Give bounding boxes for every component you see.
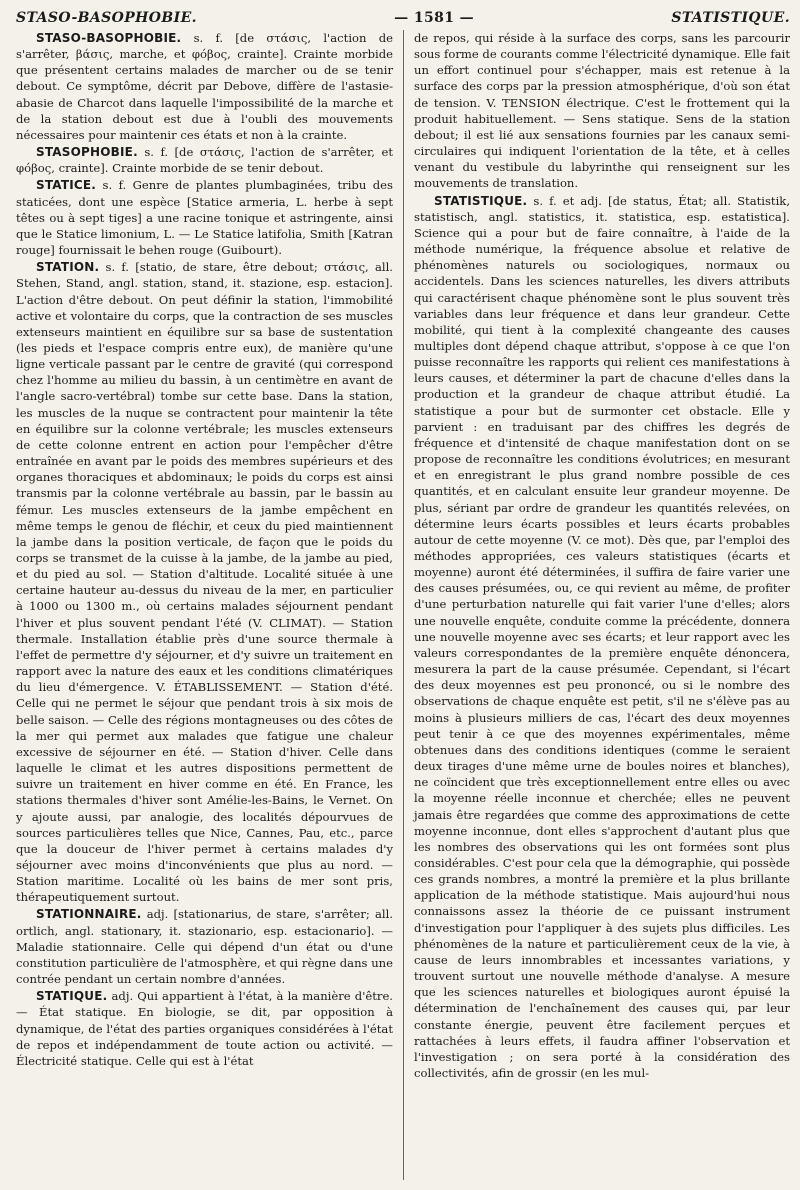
entry-headword: STATISTIQUE. <box>434 193 528 208</box>
dictionary-entry <box>414 193 790 1082</box>
dictionary-entry <box>16 259 393 905</box>
entry-definition: s. f. [de στάσις, l'action de s'arrêter, et φόβος, crainte]. Crainte morbide de se tenir debout. <box>16 145 393 176</box>
dictionary-entry <box>16 906 393 987</box>
dictionary-entry <box>16 30 393 143</box>
entry-definition: de repos, qui réside à la surface des corps, sans les parcourir sous forme de courants comme l'électricité dynamique. Elle fait un effort continuel pour s'échapper, mais est retenue à la surface des corps par la pression atmosphérique, d'où son état de tension. V. TENSION électrique. C'est le frottement qui la produit habituellement. — Sens statique. Sens de la station debout; il est lié aux sensations fournies par les canaux semi-circulaires qui indiquent l'orientation de la tête, et à celles venant du vestibule du labyrinthe qui renseignent sur les mouvements de translation. <box>414 31 790 191</box>
page-number: — 1581 — <box>394 10 475 26</box>
entry-headword: STATIONNAIRE. <box>36 907 142 922</box>
entry-headword: STATIQUE. <box>36 989 108 1004</box>
entry-headword: STASOPHOBIE. <box>36 145 138 160</box>
entry-definition: adj. [stationarius, de stare, s'arrêter; all. ortlich, angl. stationary, it. stazionario, esp. estacionario]. — Maladie stationnaire. Celle qui dépend d'un état ou d'une constitution particulière de l'atmosphère, et qui règne dans une contrée pendant un certain nombre d'années. <box>16 907 393 987</box>
header-right-guideword: STATISTIQUE. <box>671 10 790 26</box>
entry-definition: adj. Qui appartient à l'état, à la manière d'être. — État statique. En biologie, se dit, par opposition à dynamique, de l'état des parties organiques considérées à l'état de repos et indépendamment de toute action ou activité. — Électricité statique. Celle qui est à l'état <box>16 989 393 1068</box>
entry-headword: STATION. <box>36 260 100 275</box>
entry-definition: s. f. [statio, de stare, être debout; στάσις, all. Stehen, Stand, angl. station, stand, it. stazione, esp. estacion]. L'action d'être debout. On peut définir la station, l'immobilité active et volontaire du corps, que la contraction de ses muscles extenseurs maintient en équilibre sur sa base de sustentation (les pieds et l'espace compris entre eux), de manière qu'une ligne verticale passant par le centre de gravité (qui correspond chez l'homme au milieu du bassin, à un centimètre en avant de l'angle sacro-vertébral) tombe sur cette base. Dans la station, les muscles de la nuque se contractent pour maintenir la tête en équilibre sur la colonne vertébrale; les muscles extenseurs de cette colonne entrent en action pour l'empêcher d'être entraînée en avant par le poids des membres supérieurs et des organes thoraciques et abdominaux; le poids du corps est ainsi transmis par la colonne vertébrale au bassin, par le bassin au fémur. Les muscles extenseurs de la jambe empêchent en même temps le genou de fléchir, et ceux du pied maintiennent la jambe dans la position verticale, de façon que le poids du corps se transmet de la cuisse à la jambe, de la jambe au pied, et du pied au sol. — Station d'altitude. Localité située à une certaine hauteur au-dessus du niveau de la mer, en particulier à 1000 ou 1300 m., où certains malades séjournent pendant l'hiver et plus souvent pendant l'été (V. CLIMAT). — Station thermale. Installation établie près d'une source thermale à l'effet de permettre d'y séjourner, et d'y suivre un traitement en rapport avec la nature des eaux et les conditions climatériques du lieu d'émergence. V. ÉTABLISSEMENT. — Station d'été. Celle qui ne permet le séjour que pendant trois à six mois de belle saison. — Celle des régions montagneuses ou des côtes de la mer qui permet aux malades que fatigue une chaleur excessive de séjourner en été. — Station d'hiver. Celle dans laquelle le climat et les autres dispositions permettent de suivre un traitement en hiver comme en été. En France, les stations thermales d'hiver sont Amélie-les-Bains, le Vernet. On y ajoute aussi, par analogie, des localités dépourvues de sources particulières telles que Nice, Cannes, Pau, etc., parce que la douceur de l'hiver permet à certains malades d'y séjourner avec moins d'inconvénients que plus au nord. — Station maritime. Localité où les bains de mer sont pris, thérapeutiquement surtout. <box>16 260 393 905</box>
entry-headword: STATICE. <box>36 178 97 193</box>
header-left-guideword: STASO-BASOPHOBIE. <box>16 10 197 26</box>
right-column <box>403 30 790 1180</box>
entry-definition: s. f. et adj. [de status, État; all. Statistik, statistisch, angl. statistics, it. statistica, esp. estatistica]. Science qui a pour but de faire connaître, à l'aide de la méthode numérique, la fréquence absolue et relative de phénomènes naturels ou sociologiques, normaux ou accidentels. Dans les sciences naturelles, les divers attributs qui caractérisent chaque phénomène sont le plus souvent très variables dans leur fréquence et dans leur grandeur. Cette mobilité, qui tient à la complexité changeante des causes multiples dont dépend chaque attribut, s'oppose à ce que l'on puisse reconnaître les rapports qui relient ces manifestations à leurs causes, et déterminer la part de chacune d'elles dans la production et la grandeur de chaque attribut étudié. La statistique a pour but de surmonter cet obstacle. Elle y parvient : en traduisant par des chiffres les degrés de fréquence et d'intensité de chaque manifestation dont on se propose de reconnaître les conditions évolutrices; en mesurant et en enregistrant le plus grand nombre possible de ces quantités, et en calculant ensuite leur grandeur moyenne. De plus, sériant par ordre de grandeur les quantités relevées, on détermine leurs écarts possibles et leurs écarts probables autour de cette moyenne (V. ce mot). Dès que, par l'emploi des méthodes appropriées, ces valeurs statistiques (écarts et moyenne) auront été déterminées, il suffira de faire varier une des causes présumées, ou, ce qui revient au même, de profiter d'une perturbation naturelle qui fait varier l'une d'elles; alors une nouvelle enquête, conduite comme la précédente, donnera une nouvelle moyenne avec ses écarts; et leur rapport avec les valeurs correspondantes de la première enquête dénoncera, mesurera la part de la cause présumée. Cependant, si l'écart des deux moyennes est peu prononcé, ou si le nombre des observations de chaque enquête est petit, s'il ne s'élève pas au moins à plusieurs milliers de cas, l'écart des deux moyennes peut tenir à ce que des moyennes expérimentales, même obtenues dans des conditions identiques (comme le seraient deux tirages d'une même urne de boules noires et blanches), ne coïncident que très exceptionnellement entre elles ou avec la moyenne réelle inconnue et cherchée; elles ne peuvent jamais être regardées que comme des approximations de cette moyenne inconnue, dont elles s'approchent d'autant plus que les nombres des observations qui les ont formées sont plus considérables. C'est pour cela que la démographie, qui possède ces grands nombres, a montré la première et la plus brillante application de la méthode statistique. Mais aujourd'hui nous connaissons assez la théorie de ce puissant instrument d'investigation pour l'appliquer à des sujets plus difficiles. Les phénomènes de la nature et particulièrement ceux de la vie, à cause de leurs innombrables et incessantes variations, y trouvent surtout une nouvelle méthode d'analyse. A mesure que les sciences naturelles et biologiques auront épuisé la détermination de l'enchaînement des causes qui, par leur constante énergie, peuvent être facilement perçues et rattachées à leurs effets, il faudra affiner l'observation et l'investigation ; on sera porté à la considération des collectivités, afin de grossir (en les mul- <box>414 193 790 1080</box>
two-column-body <box>16 30 790 1180</box>
dictionary-entry <box>16 988 393 1069</box>
entry-definition: s. f. Genre de plantes plumbaginées, tribu des staticées, dont une espèce [Statice armeria, L. herbe à sept têtes ou à sept tiges] a une racine tonique et astringente, ainsi que le Statice limonium, L. — Le Statice latifolia, Smith [Katran rouge] fournissait le behen rouge (Guibourt). <box>16 178 393 258</box>
dictionary-entry <box>16 144 393 176</box>
dictionary-entry-continued <box>414 30 790 192</box>
entry-definition: s. f. [de στάσις, l'action de s'arrêter, βάσις, marche, et φόβος, crainte]. Crainte morbide que présentent certains malades de marcher ou de se tenir debout. Ce symptôme, décrit par Debove, diffère de l'astasie-abasie de Charcot dans laquelle l'impossibilité de la marche et de la station debout est due à l'oubli des mouvements nécessaires pour maintenir ces états et non à la crainte. <box>16 31 393 142</box>
entry-headword: STASO-BASOPHOBIE. <box>36 31 182 45</box>
dictionary-entry <box>16 177 393 258</box>
running-header <box>16 0 790 30</box>
left-column <box>16 30 403 1180</box>
